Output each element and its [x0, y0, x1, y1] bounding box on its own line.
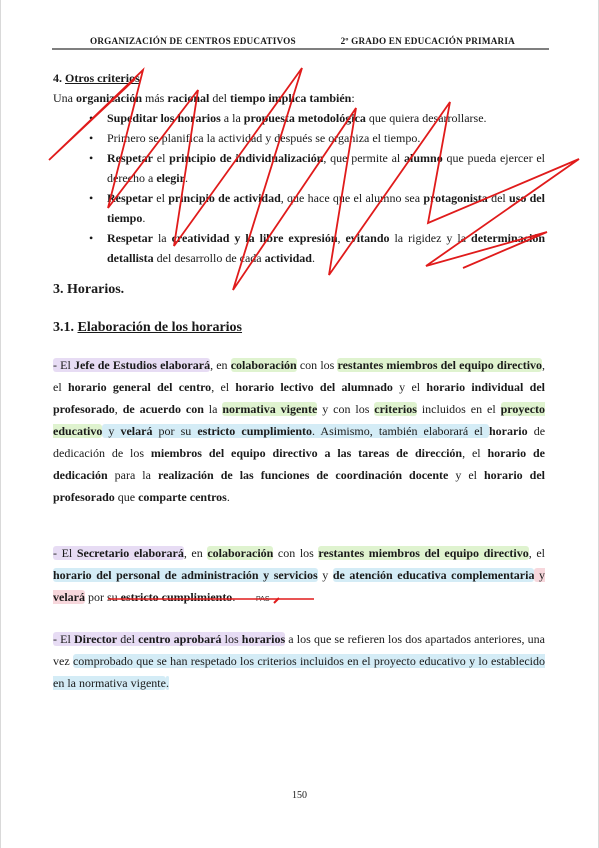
- bold-run: Director: [73, 632, 118, 646]
- text-run: a la: [220, 111, 244, 125]
- bold-run: velará: [53, 590, 85, 604]
- bold-run: restantes miembros del equipo directivo: [318, 546, 529, 560]
- section-3-heading: 3. Horarios.: [53, 282, 125, 297]
- text-run: que quiera desarrollarse.: [365, 111, 487, 125]
- bold-run: horario del personal de administración y servicios: [53, 568, 318, 582]
- text-run: :: [351, 91, 355, 105]
- text-run: .: [311, 251, 315, 265]
- text-run: ,: [337, 231, 346, 245]
- bold-run: normativa vigente: [222, 402, 318, 416]
- section-3-1-title: Elaboración de los horarios: [77, 320, 243, 335]
- text-run: , el: [53, 358, 546, 394]
- text-run: .: [226, 490, 230, 504]
- text-run: el: [152, 191, 169, 205]
- bold-run: protagonista: [423, 191, 488, 205]
- highlight: [53, 358, 210, 372]
- bold-run: racional: [167, 91, 210, 105]
- text-run: .: [184, 171, 188, 185]
- text-run: con los: [273, 546, 319, 560]
- bold-run: horario general del centro: [67, 380, 212, 394]
- bold-run: alumno: [404, 151, 443, 165]
- bold-run: de acuerdo con: [122, 402, 204, 416]
- paragraph-jefe-estudios: [53, 354, 545, 508]
- text-run: el: [152, 151, 170, 165]
- paragraph-director: [53, 628, 545, 694]
- text-run: y: [102, 424, 121, 438]
- text-run: y: [317, 568, 333, 582]
- paragraph-secretario: [53, 542, 545, 608]
- section-4-number: 4.: [53, 71, 62, 85]
- highlight: [53, 546, 184, 560]
- bold-run: miembros del equipo directivo a las tareas de dirección: [150, 446, 463, 460]
- bold-run: principio de individualización: [169, 151, 324, 165]
- section-3-1-number: 3.1.: [53, 320, 74, 335]
- text-run: .: [142, 211, 146, 225]
- highlight: [53, 632, 285, 646]
- header-left: ORGANIZACIÓN DE CENTROS EDUCATIVOS: [90, 36, 296, 46]
- bold-run: Respetar: [107, 151, 153, 165]
- text-run: que pueda ejercer el derecho a: [107, 151, 545, 185]
- text-run: y el: [392, 380, 427, 394]
- text-run: con los: [296, 358, 338, 372]
- text-run: la: [203, 402, 223, 416]
- bold-run: horarios: [241, 632, 286, 646]
- bold-run: Supeditar los horarios: [107, 111, 221, 125]
- text-run: , que permite al: [323, 151, 405, 165]
- text-run: ,: [114, 402, 123, 416]
- text-run: , el: [211, 380, 236, 394]
- header-right: 2º GRADO EN EDUCACIÓN PRIMARIA: [340, 36, 515, 46]
- bold-run: Jefe de Estudios: [73, 358, 157, 372]
- bold-run: elaborará: [160, 358, 211, 372]
- text-run: , en: [210, 358, 231, 372]
- text-run: del: [487, 191, 510, 205]
- bold-run: estricto cumplimiento: [197, 424, 313, 438]
- bold-run: propuesta metodológica: [243, 111, 366, 125]
- text-run: la rigidez y la: [389, 231, 472, 245]
- list-item: [53, 188, 545, 228]
- text-run: por su: [152, 424, 198, 438]
- bold-run: colaboración: [230, 358, 297, 372]
- bold-run: Respetar: [107, 191, 153, 205]
- list-item: [53, 148, 545, 188]
- bold-run: Secretario: [76, 546, 130, 560]
- text-run: del: [209, 91, 231, 105]
- bold-run: horario del profesorado: [53, 468, 545, 504]
- bold-run: tiempo implica también: [230, 91, 352, 105]
- text-run: , el: [528, 546, 545, 560]
- text-run: , el: [462, 446, 488, 460]
- bold-run: proyecto educativo: [53, 402, 546, 438]
- bold-run: criterios: [374, 402, 417, 416]
- text-run: más: [142, 91, 168, 105]
- bold-run: centro: [138, 632, 171, 646]
- highlight: [102, 424, 489, 438]
- text-run: , que hace que el alumno sea: [280, 191, 424, 205]
- list-item: [53, 108, 545, 128]
- bold-run: actividad: [264, 251, 312, 265]
- bold-run: colaboración: [207, 546, 274, 560]
- bold-run: organización: [76, 91, 142, 105]
- text-run: - El: [53, 358, 74, 372]
- list-item: [53, 128, 545, 148]
- section-4-heading: [53, 68, 545, 88]
- text-run: incluidos en el: [416, 402, 501, 416]
- bold-run: uso del tiempo: [107, 191, 545, 225]
- criteria-list: [53, 108, 545, 268]
- text-run: .: [232, 590, 236, 604]
- text-run: por su: [85, 590, 121, 604]
- bold-run: elegir: [156, 171, 185, 185]
- bold-run: aprobará: [173, 632, 222, 646]
- header-rule: [52, 48, 549, 50]
- text-run: los: [221, 632, 242, 646]
- bold-run: creatividad y la libre expresión: [171, 231, 338, 245]
- bold-run: horario lectivo del alumnado: [235, 380, 393, 394]
- text-run: - El: [53, 546, 77, 560]
- text-run: del desarrollo de cada: [153, 251, 265, 265]
- text-run: del: [117, 632, 139, 646]
- bold-run: principio de actividad: [168, 191, 281, 205]
- text-run: y con los: [317, 402, 375, 416]
- bold-run: restantes miembros del equipo directivo: [337, 358, 543, 372]
- text-run: y: [534, 568, 546, 582]
- highlight: comprobado que se han respetado los criterios incluidos en el proyecto educativo y lo establecido en la normativa vigente: [53, 654, 545, 690]
- text-run: . Asimismo, también elaborará el: [312, 424, 489, 438]
- bold-run: elaborará: [133, 546, 184, 560]
- text-run: .: [165, 676, 169, 690]
- text-run: que: [114, 490, 139, 504]
- bold-run: de atención educativa complementaria: [332, 568, 535, 582]
- list-item: [53, 228, 545, 268]
- section-4-intro: [53, 88, 545, 108]
- bold-run: velará: [120, 424, 153, 438]
- bold-run: estricto cumplimiento: [120, 590, 233, 604]
- bold-run: comparte centros: [138, 490, 227, 504]
- bold-run: realización de las funciones de coordinación docente: [157, 468, 449, 482]
- bold-run: horario individual del profesorado: [53, 380, 545, 416]
- text-run: Primero se planifica la actividad y después se organiza el tiempo.: [107, 131, 421, 145]
- text-run: a los que se refieren los dos apartados anteriores, una vez: [53, 632, 545, 668]
- bold-run: horario de dedicación: [53, 446, 545, 482]
- page-content: [53, 68, 545, 694]
- text-run: Una: [53, 91, 76, 105]
- pas-annotation: PAS: [256, 596, 270, 603]
- text-run: para la: [107, 468, 158, 482]
- section-3-1-heading: [53, 318, 545, 338]
- text-run: la: [152, 231, 172, 245]
- text-run: - El: [53, 632, 74, 646]
- bold-run: evitando: [345, 231, 390, 245]
- page-number: 150: [292, 790, 307, 801]
- text-run: , en: [183, 546, 208, 560]
- page-edge-left: [0, 0, 1, 848]
- text-run: de dedicación de los: [53, 424, 546, 460]
- running-header: [52, 32, 547, 48]
- bold-run: horario: [488, 424, 528, 438]
- bold-run: determinación detallista: [107, 231, 546, 265]
- text-run: y el: [448, 468, 484, 482]
- bold-run: Respetar: [107, 231, 153, 245]
- section-4-title: Otros criterios: [65, 71, 140, 85]
